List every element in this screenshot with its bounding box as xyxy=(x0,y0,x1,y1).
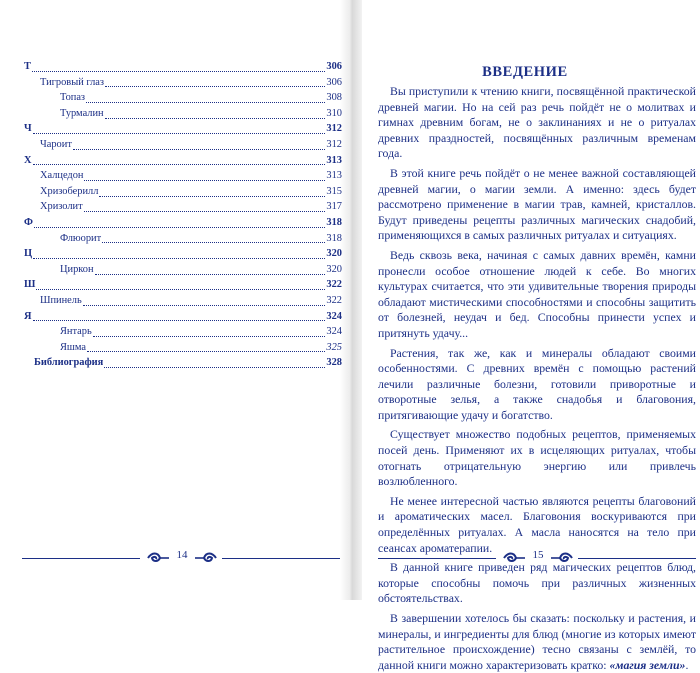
toc-entry-page: 324 xyxy=(326,326,342,338)
toc-entry-page: 325 xyxy=(326,341,342,353)
toc-entry-page: 317 xyxy=(326,201,342,213)
toc-entry-page: 306 xyxy=(326,61,342,72)
left-page xyxy=(0,0,350,600)
toc-entry-title: Библиография xyxy=(34,357,104,369)
toc-leader-dots xyxy=(93,327,326,337)
footer-ornament-right-icon xyxy=(194,551,218,565)
toc-entry xyxy=(24,262,342,278)
toc-leader-dots xyxy=(33,124,326,134)
toc-entry-title: Чароит xyxy=(40,138,72,150)
toc-leader-dots xyxy=(105,109,326,119)
toc-entry xyxy=(24,199,342,215)
toc-entry xyxy=(24,324,342,340)
intro-paragraph-2: В этой книге речь пойдёт о не менее важной составляющей древней магии, о магии земли. А именно: здесь будет рассмотрено применение в магии трав, камней, кристаллов. Будут приведены рецепты различных магических снадобий, применяющихся в самых различных ритуалах и ситуациях. xyxy=(378,165,696,243)
toc-entry xyxy=(24,106,342,122)
toc-entry-title: Я xyxy=(24,310,32,322)
toc-leader-dots xyxy=(83,296,326,306)
earth-magic-emphasis: «магия земли» xyxy=(609,657,686,672)
toc-entry-title: Хризолит xyxy=(40,201,83,213)
toc-entry xyxy=(24,293,342,309)
toc-leader-dots xyxy=(102,233,325,243)
toc-entry-title: Янтарь xyxy=(60,326,92,338)
footer-ornament-right-icon xyxy=(550,551,574,565)
toc-bibliography xyxy=(24,355,342,371)
intro-paragraph-6: Не менее интересной частью являются рецепты благовоний и ароматических масел. Благовония воскуриваются при определённых ритуалах. А масла наносятся на тело при сеансах ароматерапии. xyxy=(378,493,696,555)
right-footer xyxy=(378,544,696,574)
right-page-number: 15 xyxy=(532,549,544,561)
toc-entry-title: Ш xyxy=(24,279,36,291)
toc-entry xyxy=(24,137,342,153)
toc-entry-title: Х xyxy=(24,154,32,166)
toc-entry xyxy=(24,231,342,247)
toc-entry xyxy=(24,184,342,200)
toc-leader-dots xyxy=(33,249,325,259)
toc-leader-dots xyxy=(32,62,325,72)
toc-entry-title: Ф xyxy=(24,216,33,228)
toc-leader-dots xyxy=(87,342,325,352)
footer-rule-right xyxy=(578,558,696,559)
toc-entry xyxy=(24,90,342,106)
toc-entry-title: Яшма xyxy=(60,341,87,353)
toc-entry-page: 320 xyxy=(326,263,342,275)
toc-leader-dots xyxy=(95,265,326,275)
intro-paragraph-7: В данной книге приведен ряд магических рецептов блюд, которые способны помочь при различных жизненных обстоятельствах. xyxy=(378,560,696,606)
toc-leader-dots xyxy=(84,171,325,181)
toc-entry-page: 328 xyxy=(326,357,342,369)
intro-paragraph-8-text: В завершении хотелось бы сказать: поскольку и растения, и минералы, и ингредиенты для блюд (многие из которых имеют растительное происхождение) тесно связаны с землёй, то данной книги можно характеризовать кратко: xyxy=(378,611,696,672)
introduction-text xyxy=(378,84,696,673)
toc-entry-page: 306 xyxy=(326,76,342,88)
toc-entry-page: 313 xyxy=(326,170,342,182)
right-page xyxy=(350,0,700,672)
toc-entry xyxy=(24,340,342,356)
toc-letter-heading xyxy=(24,309,342,325)
footer-ornament-left-icon xyxy=(146,551,170,565)
left-footer xyxy=(22,544,340,574)
toc-entry-title: Ц xyxy=(24,248,33,260)
toc-entry-title: Т xyxy=(24,61,31,72)
toc-letter-heading xyxy=(24,121,342,137)
footer-rule-right xyxy=(222,558,340,559)
toc-entry-title: Топаз xyxy=(60,92,86,104)
footer-rule-left xyxy=(378,558,496,559)
intro-paragraph-8-end: . xyxy=(685,657,689,672)
toc-entry-title: Флюорит xyxy=(60,232,102,244)
toc-leader-dots xyxy=(86,93,325,103)
toc-leader-dots xyxy=(84,202,326,212)
toc-entry-title: Ч xyxy=(24,123,32,135)
intro-paragraph-4: Растения, так же, как и минералы обладают своими особенностями. С древних времён с помощью растений лечили различные болезни, готовили приворотные и отворотные зелья, а также снадобья и благовония, притягивающие удачу и богатство. xyxy=(378,345,696,422)
toc-entry-page: 313 xyxy=(326,154,342,166)
introduction-heading: ВВЕДЕНИЕ xyxy=(482,64,568,80)
toc-leader-dots xyxy=(33,311,326,321)
toc-entry-title: Циркон xyxy=(60,263,94,275)
intro-paragraph-3: Ведь сквозь века, начиная с самых давних времён, камни пронесли особое отношение людей к себе. Во многих культурах считается, что эти удивительные творения природы обладают мистическими способностями и способны защитить от болезней, неудач и бед. Способны принести успех и притянуть удачу... xyxy=(378,247,696,340)
toc-entry xyxy=(24,75,342,91)
toc-leader-dots xyxy=(34,218,325,228)
toc-entry-page: 324 xyxy=(326,310,342,322)
intro-paragraph-5: Существует множество подобных рецептов, применяемых посей день. Применяют их в исцеляющих ритуалах, чтобы отогнать отрицательную энергию или привлечь возлюбленного. xyxy=(378,427,696,489)
toc-leader-dots xyxy=(99,187,325,197)
left-page-number: 14 xyxy=(176,549,188,561)
toc-leader-dots xyxy=(73,140,326,150)
toc-leader-dots xyxy=(33,155,326,165)
toc-entry-title: Турмалин xyxy=(60,107,104,119)
toc-entry-page: 315 xyxy=(326,185,342,197)
intro-paragraph-1: Вы приступили к чтению книги, посвящённой практической древней магии. Но на сей раз речь пойдёт не о молитвах и гимнах древним богам, не о заклинаниях и не о ритуалах древних праздностей, посвящённых различным временам года. xyxy=(378,84,696,161)
toc-entry-title: Халцедон xyxy=(40,170,84,182)
toc-entry-title: Хризоберилл xyxy=(40,185,99,197)
toc-entry-page: 318 xyxy=(326,232,342,244)
toc-letter-heading xyxy=(24,59,342,75)
toc-entry-page: 312 xyxy=(326,123,342,135)
toc-entry-title: Шпинель xyxy=(40,294,82,306)
toc-entry-page: 318 xyxy=(326,216,342,228)
toc-letter-heading xyxy=(24,277,342,293)
toc-entry-page: 320 xyxy=(326,248,342,260)
toc-entry-page: 308 xyxy=(326,92,342,104)
toc-letter-heading xyxy=(24,246,342,262)
intro-paragraph-8 xyxy=(378,611,696,673)
toc-leader-dots xyxy=(36,280,325,290)
table-of-contents xyxy=(24,59,342,371)
toc-entry-page: 322 xyxy=(326,294,342,306)
toc-entry-page: 312 xyxy=(326,138,342,150)
toc-entry-page: 310 xyxy=(326,107,342,119)
toc-entry-page: 322 xyxy=(326,279,342,291)
toc-entry-title: Тигровый глаз xyxy=(40,76,104,88)
toc-leader-dots xyxy=(105,77,325,87)
footer-rule-left xyxy=(22,558,140,559)
toc-letter-heading xyxy=(24,153,342,169)
toc-entry xyxy=(24,168,342,184)
toc-letter-heading xyxy=(24,215,342,231)
footer-ornament-left-icon xyxy=(502,551,526,565)
toc-leader-dots xyxy=(104,358,325,368)
